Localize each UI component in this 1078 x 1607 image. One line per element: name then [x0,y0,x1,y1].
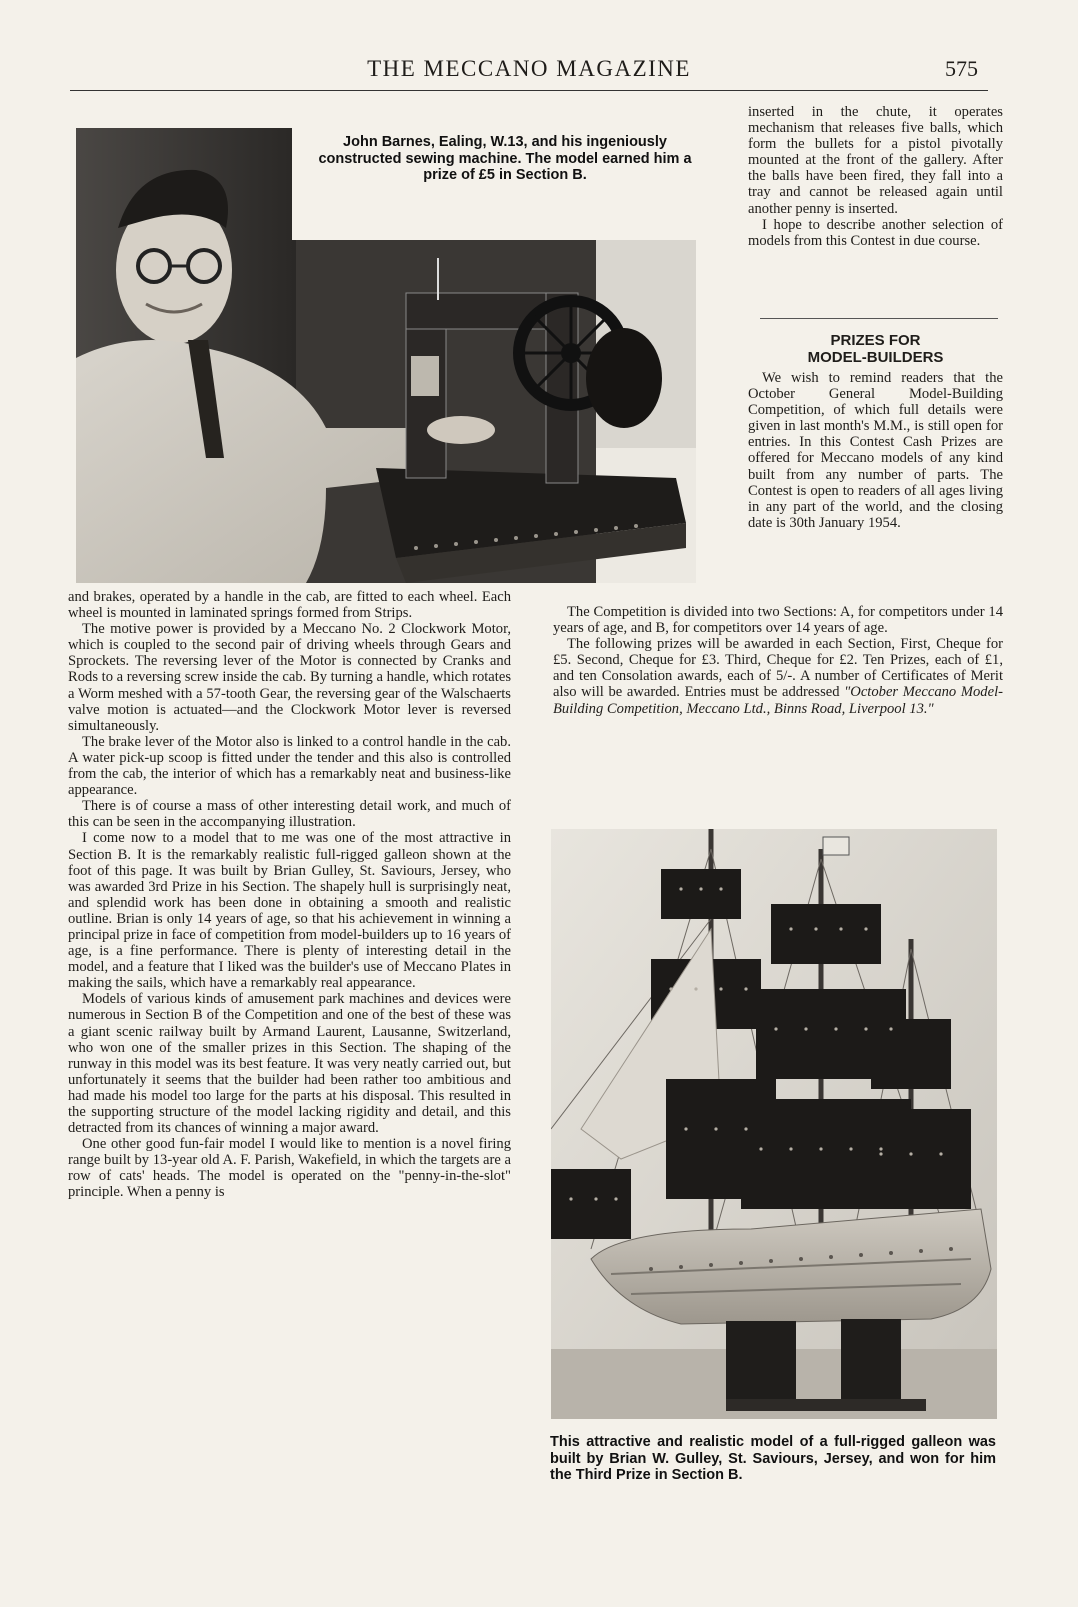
magazine-title: THE MECCANO MAGAZINE [367,56,691,81]
paragraph: There is of course a mass of other interesting detail work, and much of this can be seen in the accompanying illustration. [68,798,511,831]
paragraph: Models of various kinds of amusement park machines and devices were numerous in Section B of the Competition and one of the best of these was a giant scenic railway built by Armand Laurent, Lausanne, Switzerland, who won one of the smaller prizes in this Section. The shaping of the runway in this model was its best feature. It was very neatly carried out, but unfortunately it seems that the builder had been rather too ambitious and had made his model too large for the parts at his disposal. This resulted in the supporting structure of the model lacking rigidity and detail, and this detracted from its chances of winning a major award. [68,991,511,1137]
left-column [68,589,511,1201]
section-divider [760,318,998,319]
paragraph: I hope to describe another selection of models from this Contest in due course. [748,216,1003,249]
paragraph: The Competition is divided into two Sections: A, for competitors under 14 years of age, and B, for competitors over 14 years of age. [553,604,1003,637]
prizes-heading [748,332,1003,366]
heading-line: PRIZES FOR [830,332,921,349]
paragraph: We wish to remind readers that the October General Model-Building Competition, of which full details were given in last month's M.M., is still open for entries. In this Contest Cash Prizes are offered for Meccano models of any kind built from any number of parts. The Contest is open to readers of all ages living in any part of the world, and the closing date is 30th January 1954. [748,370,1003,531]
entry-address: "October Meccano Model-Building Competition, Meccano Ltd., Binns Road, Liverpool 13." [553,684,1003,717]
page-header [70,54,988,91]
galleon-photo [551,829,997,1419]
paragraph: The brake lever of the Motor also is linked to a control handle in the cab. A water pick-up scoop is fitted under the tender and this also is controlled from the cab, the interior of which has a remarkably neat and business-like appearance. [68,733,511,799]
paragraph: inserted in the chute, it operates mechanism that releases five balls, which form the bullets for a pistol pivotally mounted at the front of the gallery. After the balls have been fired, they fall into a tray and cannot be released again until another penny is inserted. [748,104,1003,217]
paragraph: and brakes, operated by a handle in the cab, are fitted to each wheel. Each wheel is mounted in laminated springs formed from Strips. [68,589,511,622]
paragraph: The motive power is provided by a Meccano No. 2 Clockwork Motor, which is coupled to the second pair of driving wheels through Gears and Sprockets. The reversing lever of the Motor is connected by Cranks and Rods to a reversing screw inside the cab. By turning a handle, which rotates a Worm meshed with a 57-tooth Gear, the reversing gear of the Walschaerts valve motion is actuated—and the Clockwork Motor lever is reversed simultaneously. [68,621,511,734]
galleon-illustration [551,829,997,1419]
paragraph: One other good fun-fair model I would like to mention is a novel firing range built by 13-year old A. F. Parish, Wakefield, in which the targets are a row of cats' heads. The model is operated on the "penny-in-the-slot" principle. When a penny is [68,1136,511,1201]
prizes-details [553,604,1003,717]
paragraph [553,636,1003,716]
page-number: 575 [945,56,978,81]
sewing-machine-photo [76,128,696,583]
sewing-machine-caption: John Barnes, Ealing, W.13, and his ingeniously constructed sewing machine. The model earned him a prize of £5 in Section B. [318,134,692,183]
heading-line: MODEL-BUILDERS [807,349,944,366]
prize-list-text: The following prizes will be awarded in each Section, First, Cheque for £5. Second, Cheque for £3. Third, Cheque for £2. Ten Prizes, each of £1, and ten Consolation awards, each of 5/-. A number of Certificates of Merit also will be awarded. Entries must be addressed [553,636,1003,701]
prizes-intro [748,370,1003,531]
paragraph: I come now to a model that to me was one of the most attractive in Section B. It is the remarkably realistic full-rigged galleon shown at the foot of this page. It was built by Brian Gulley, St. Saviours, Jersey, who was awarded 3rd Prize in his Section. The shapely hull is surprisingly neat, and splendid work has been done in obtaining a smooth and realistic outline. Brian is only 14 years of age, so that his achievement in winning a principal prize in face of competition from model-builders up to 16 years of age, is a fine performance. There is plenty of interesting detail in the model, and a feature that I liked was the builder's use of Meccano Plates in making the sails, which have a remarkably real appearance. [68,830,511,992]
right-top-column [748,104,1003,249]
galleon-caption: This attractive and realistic model of a full-rigged galleon was built by Brian W. Gulley, St. Saviours, Jersey, and won for him the Third Prize in Section B. [550,1434,996,1483]
